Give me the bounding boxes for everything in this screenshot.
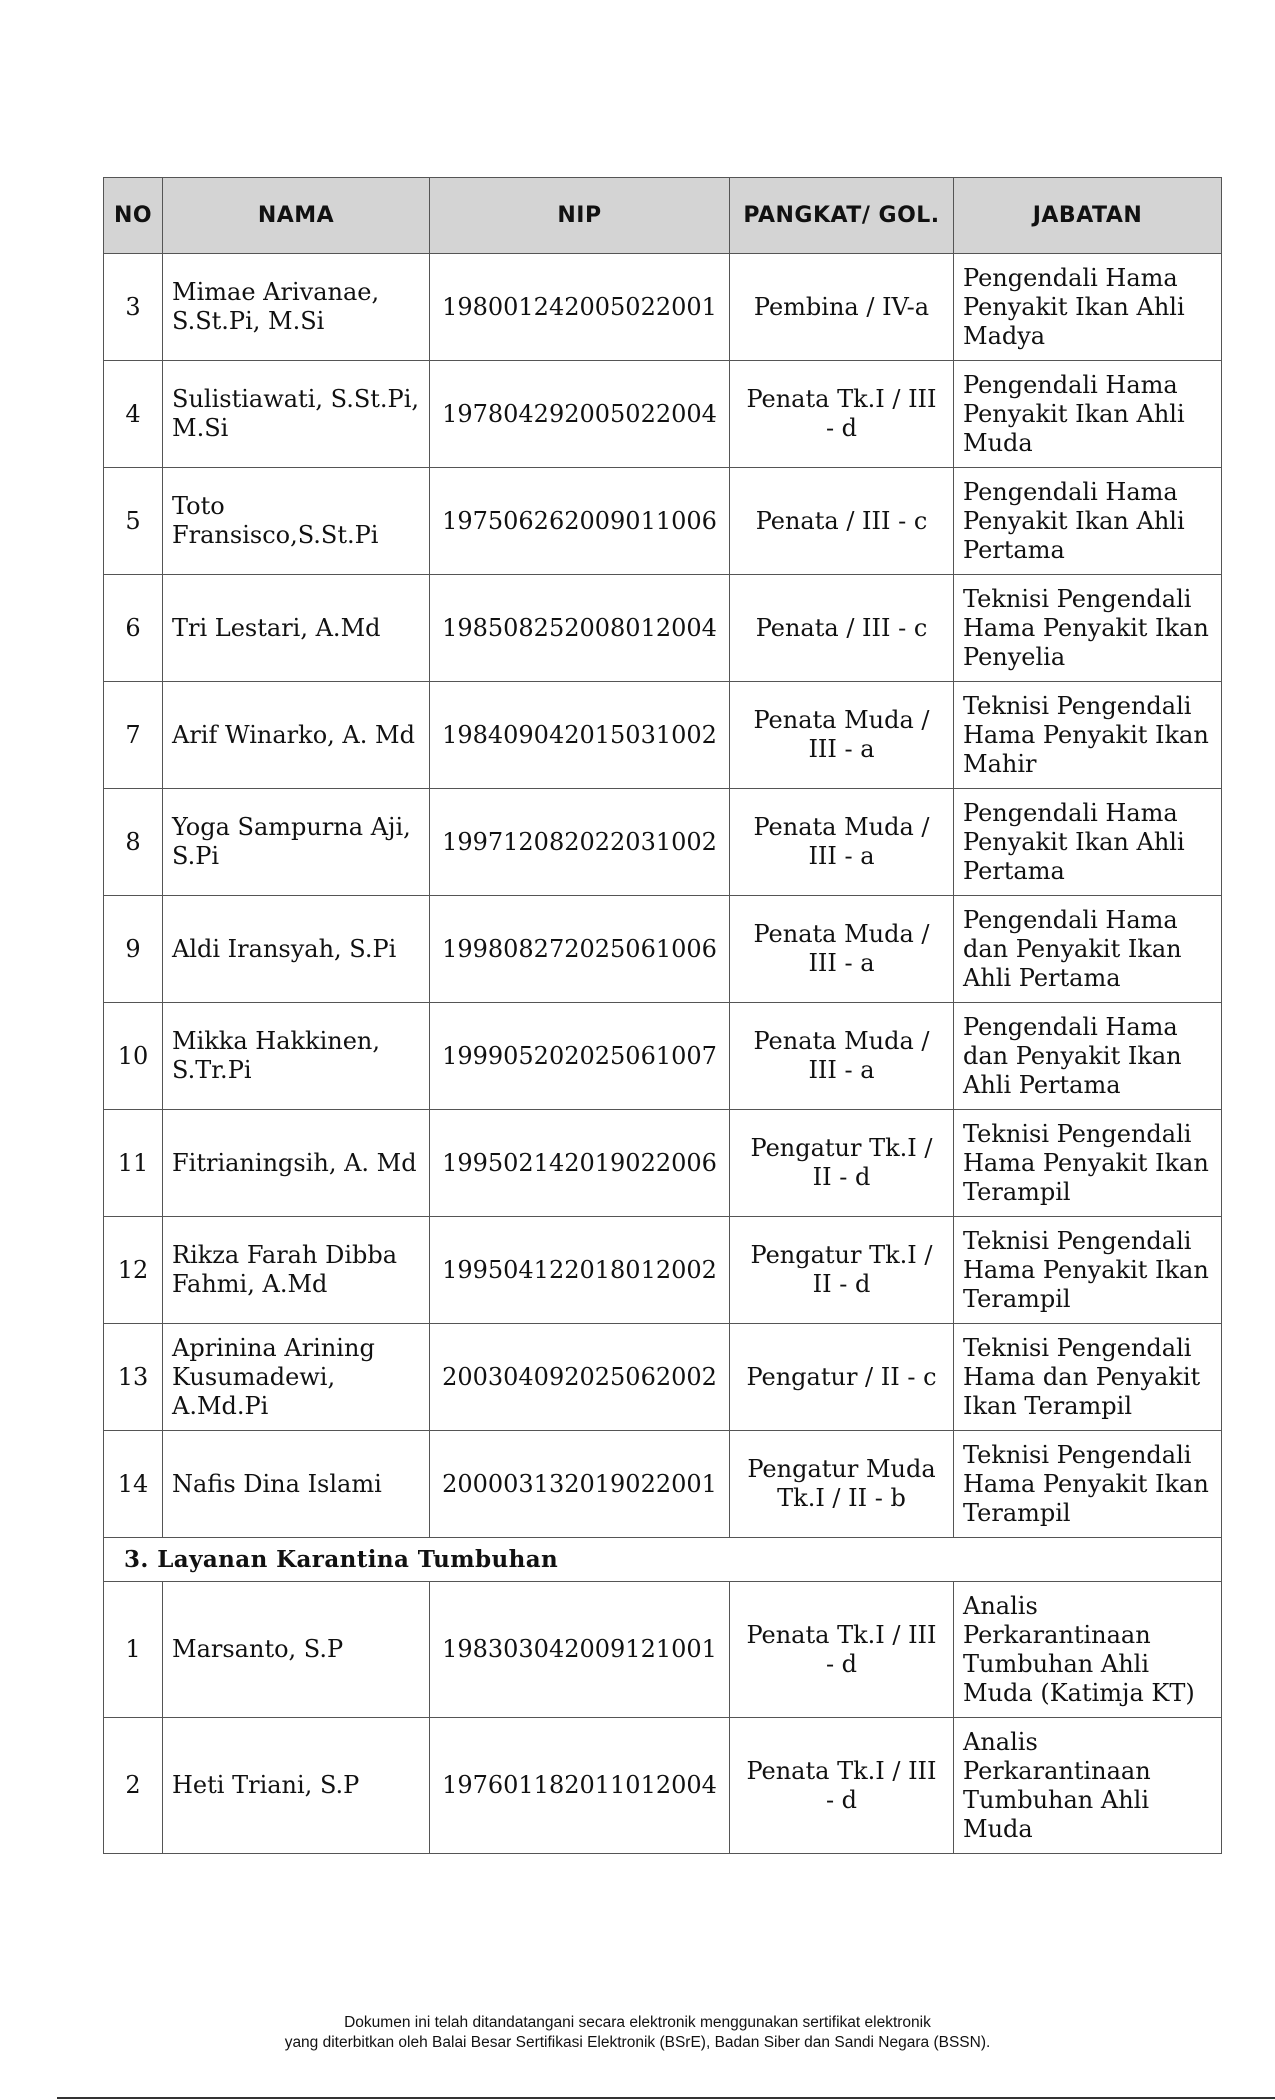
cell-jabatan: Teknisi Pengendali Hama Penyakit Ikan Penyelia: [954, 575, 1222, 682]
cell-no: 5: [104, 468, 163, 575]
cell-jabatan: Pengendali Hama dan Penyakit Ikan Ahli Pertama: [954, 1003, 1222, 1110]
cell-jabatan: Pengendali Hama Penyakit Ikan Ahli Madya: [954, 254, 1222, 361]
cell-jabatan: Teknisi Pengendali Hama Penyakit Ikan Mahir: [954, 682, 1222, 789]
cell-nama: Fitrianingsih, A. Md: [163, 1110, 430, 1217]
cell-pangkat: Penata / III - c: [730, 468, 954, 575]
table-row: [104, 1110, 1222, 1217]
table-row: [104, 361, 1222, 468]
cell-jabatan: Teknisi Pengendali Hama Penyakit Ikan Terampil: [954, 1110, 1222, 1217]
cell-nip: 199502142019022006: [430, 1110, 730, 1217]
cell-no: 11: [104, 1110, 163, 1217]
cell-pangkat: Penata Tk.I / III - d: [730, 1718, 954, 1854]
cell-no: 12: [104, 1217, 163, 1324]
cell-pangkat: Penata / III - c: [730, 575, 954, 682]
table-row: [104, 1217, 1222, 1324]
cell-pangkat: Penata Muda / III - a: [730, 1003, 954, 1110]
cell-nip: 199808272025061006: [430, 896, 730, 1003]
cell-jabatan: Pengendali Hama Penyakit Ikan Ahli Muda: [954, 361, 1222, 468]
cell-no: 6: [104, 575, 163, 682]
cell-pangkat: Pengatur Muda Tk.I / II - b: [730, 1431, 954, 1538]
e-signature-line-2: yang diterbitkan oleh Balai Besar Sertifikasi Elektronik (BSrE), Badan Siber dan Sandi Negara (BSSN).: [284, 2034, 991, 2051]
table-row: [104, 789, 1222, 896]
cell-pangkat: Penata Muda / III - a: [730, 682, 954, 789]
cell-nip: 198303042009121001: [430, 1582, 730, 1718]
e-signature-line-1: Dokumen ini telah ditandatangani secara elektronik menggunakan sertifikat elektronik: [344, 2014, 931, 2031]
cell-no: 10: [104, 1003, 163, 1110]
footer-divider: [57, 2097, 1275, 2099]
table-row: [104, 1324, 1222, 1431]
cell-nip: 200003132019022001: [430, 1431, 730, 1538]
header-jabatan: JABATAN: [954, 178, 1222, 254]
cell-pangkat: Penata Muda / III - a: [730, 789, 954, 896]
cell-jabatan: Analis Perkarantinaan Tumbuhan Ahli Muda: [954, 1718, 1222, 1854]
table-row: [104, 575, 1222, 682]
cell-nama: Tri Lestari, A.Md: [163, 575, 430, 682]
cell-nama: Aprinina Arining Kusumadewi, A.Md.Pi: [163, 1324, 430, 1431]
header-no: NO: [104, 178, 163, 254]
cell-nip: 198508252008012004: [430, 575, 730, 682]
cell-nip: 199712082022031002: [430, 789, 730, 896]
cell-nama: Heti Triani, S.P: [163, 1718, 430, 1854]
cell-pangkat: Penata Tk.I / III - d: [730, 361, 954, 468]
table-row: [104, 468, 1222, 575]
cell-pangkat: Penata Muda / III - a: [730, 896, 954, 1003]
cell-nama: Nafis Dina Islami: [163, 1431, 430, 1538]
cell-nip: 197601182011012004: [430, 1718, 730, 1854]
table-row: [104, 896, 1222, 1003]
cell-no: 3: [104, 254, 163, 361]
cell-jabatan: Pengendali Hama dan Penyakit Ikan Ahli Pertama: [954, 896, 1222, 1003]
e-signature-notice: [0, 2013, 1275, 2053]
cell-pangkat: Pengatur Tk.I / II - d: [730, 1110, 954, 1217]
staff-table: [103, 177, 1222, 1854]
cell-nama: Arif Winarko, A. Md: [163, 682, 430, 789]
header-nip: NIP: [430, 178, 730, 254]
table-row: [104, 254, 1222, 361]
cell-pangkat: Penata Tk.I / III - d: [730, 1582, 954, 1718]
section-row: [104, 1538, 1222, 1582]
cell-nip: 199504122018012002: [430, 1217, 730, 1324]
cell-jabatan: Pengendali Hama Penyakit Ikan Ahli Pertama: [954, 468, 1222, 575]
cell-nip: 200304092025062002: [430, 1324, 730, 1431]
table-row: [104, 1582, 1222, 1718]
cell-jabatan: Teknisi Pengendali Hama Penyakit Ikan Terampil: [954, 1431, 1222, 1538]
cell-pangkat: Pembina / IV-a: [730, 254, 954, 361]
header-pangkat: PANGKAT/ GOL.: [730, 178, 954, 254]
cell-no: 8: [104, 789, 163, 896]
cell-nip: 197506262009011006: [430, 468, 730, 575]
cell-no: 13: [104, 1324, 163, 1431]
cell-pangkat: Pengatur / II - c: [730, 1324, 954, 1431]
cell-jabatan: Teknisi Pengendali Hama Penyakit Ikan Terampil: [954, 1217, 1222, 1324]
table-row: [104, 1003, 1222, 1110]
cell-nama: Sulistiawati, S.St.Pi, M.Si: [163, 361, 430, 468]
section-title: 3. Layanan Karantina Tumbuhan: [104, 1538, 1222, 1582]
cell-nip: 198409042015031002: [430, 682, 730, 789]
cell-nip: 199905202025061007: [430, 1003, 730, 1110]
cell-pangkat: Pengatur Tk.I / II - d: [730, 1217, 954, 1324]
cell-no: 2: [104, 1718, 163, 1854]
table-row: [104, 682, 1222, 789]
table-header-row: [104, 178, 1222, 254]
cell-no: 1: [104, 1582, 163, 1718]
cell-no: 7: [104, 682, 163, 789]
cell-no: 9: [104, 896, 163, 1003]
cell-nama: Aldi Iransyah, S.Pi: [163, 896, 430, 1003]
table-row: [104, 1718, 1222, 1854]
cell-nama: Rikza Farah Dibba Fahmi, A.Md: [163, 1217, 430, 1324]
cell-jabatan: Pengendali Hama Penyakit Ikan Ahli Pertama: [954, 789, 1222, 896]
cell-nama: Mikka Hakkinen, S.Tr.Pi: [163, 1003, 430, 1110]
cell-nip: 197804292005022004: [430, 361, 730, 468]
cell-nama: Mimae Arivanae, S.St.Pi, M.Si: [163, 254, 430, 361]
cell-no: 4: [104, 361, 163, 468]
cell-nama: Toto Fransisco,S.St.Pi: [163, 468, 430, 575]
header-nama: NAMA: [163, 178, 430, 254]
table-row: [104, 1431, 1222, 1538]
cell-nama: Yoga Sampurna Aji, S.Pi: [163, 789, 430, 896]
cell-jabatan: Teknisi Pengendali Hama dan Penyakit Ikan Terampil: [954, 1324, 1222, 1431]
cell-jabatan: Analis Perkarantinaan Tumbuhan Ahli Muda (Katimja KT): [954, 1582, 1222, 1718]
cell-nip: 198001242005022001: [430, 254, 730, 361]
cell-nama: Marsanto, S.P: [163, 1582, 430, 1718]
cell-no: 14: [104, 1431, 163, 1538]
